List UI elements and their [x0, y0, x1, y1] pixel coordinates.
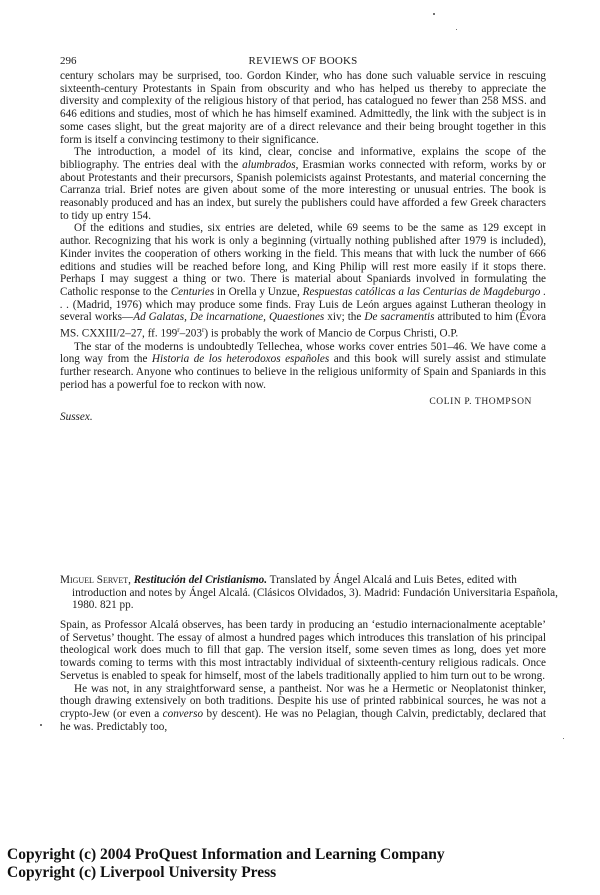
scan-speck	[563, 738, 564, 739]
scan-speck	[40, 724, 42, 726]
paragraph: The introduction, a model of its kind, clear, concise and informative, explains the scope of the bibliography. The entries deal with the alumbrados, Erasmian works connected with reform, works by or about Protestants and their precursors, Spanish polemicists against Protestants, and material concerning the Carranza trial. Brief notes are given about some of the more interesting or unusual entries. The book is reasonably produced and has an index, but surely the publishers could have afforded a few Greek characters to tidy up entry 154.	[60, 146, 546, 222]
running-head	[60, 55, 546, 68]
scan-speck	[456, 29, 457, 30]
copyright-proquest: Copyright (c) 2004 ProQuest Information and Learning Company	[7, 846, 445, 863]
reviewer-signature: COLIN P. THOMPSON	[429, 397, 532, 408]
scan-speck	[433, 13, 435, 15]
paragraph: The star of the moderns is undoubtedly Tellechea, whose works cover entries 501–46. We have come a long way from the Historia de los heterodoxos españoles and this book will surely assist and stimulate further research. Anyone who continues to believe in the religious uniformity of Spain and Spaniards in this period has a powerful foe to reckon with now.	[60, 340, 546, 391]
journal-title: REVIEWS OF BOOKS	[248, 55, 358, 67]
paragraph: Spain, as Professor Alcalá observes, has been tardy in producing an ‘estudio internacionalmente aceptable’ of Servetus’ thought. The essay of almost a hundred pages which introduces this translation of his principal theological work does much to fill that gap. The version itself, some seven times as long, does yet more towards coming to terms with this most intractably individual of sixteenth-century religious radicals. Once Servetus is enabled to speak for himself, most of the labels traditionally applied to him turn out to be wrong.	[60, 619, 546, 682]
book-entry-heading: Miguel Servet, Restitución del Cristianismo. Translated by Ángel Alcalá and Luis Betes, edited with introduction and notes by Ángel Alcalá. (Clásicos Olvidados, 3). Madrid: Fundación Universitaria Española, 1980. 821 pp.	[60, 574, 558, 612]
paragraph: century scholars may be surprised, too. Gordon Kinder, who has done such valuable service in rescuing sixteenth-century Protestants in Spain from obscurity and who has helped us thereby to appreciate the diversity and complexity of the religious history of that period, has catalogued no fewer than 258 MSS. and 646 editions and studies, most of which he has himself examined. Admittedly, the link with the subject is in some cases slight, but the great majority are of a direct relevance and their being brought together in this form is itself a convincing testimony to their significance.	[60, 70, 546, 146]
page-number: 296	[60, 55, 77, 67]
book-title: Restitución del Cristianismo.	[133, 574, 268, 586]
review-kinder	[60, 70, 546, 424]
paragraph: He was not, in any straightforward sense, a pantheist. Nor was he a Hermetic or Neoplatonist thinker, though drawing extensively on both traditions. Despite his use of printed rabbinical sources, he was not a crypto-Jew (or even a converso by descent). He was no Pelagian, though Calvin, predictably, declared that he was. Predictably too,	[60, 682, 546, 733]
copyright-liverpool: Copyright (c) Liverpool University Press	[7, 864, 277, 881]
paragraph: Of the editions and studies, six entries are deleted, while 69 seems to be the same as 129 except in author. Recognizing that his work is only a beginning (virtually nothing published after 1979 is included), Kinder invites the cooperation of others working in the field. This means that with luck the number of 666 editions and studies will be reached before long, and King Philip will rest more easily if it stops there. Perhaps I may suggest a thing or two. There is material about Spaniards involved in formulating the Catholic response to the Centuries in Orella y Unzue, Respuestas católicas a las Centurias de Magdeburgo . . . (Madrid, 1976) which may produce some finds. Fray Luis de León argues against Lutheran theology in several works—Ad Galatas, De incarnatione, Quaestiones xiv; the De sacramentis attributed to him (Évora MS. CXXIII/2–27, ff. 199$^r$–203$^r$) is probably the work of Mancio de Corpus Christi, O.P.	[60, 222, 547, 340]
reviewer-location: Sussex.	[60, 411, 93, 424]
book-details: Translated by Ángel Alcalá and Luis Betes, edited with introduction and notes by Ángel Alcalá. (Clásicos Olvidados, 3). Madrid: Fundación Universitaria Española, 1980. 821 pp.	[72, 574, 558, 612]
review-servet	[60, 619, 546, 733]
book-author: Miguel Servet	[60, 574, 129, 586]
